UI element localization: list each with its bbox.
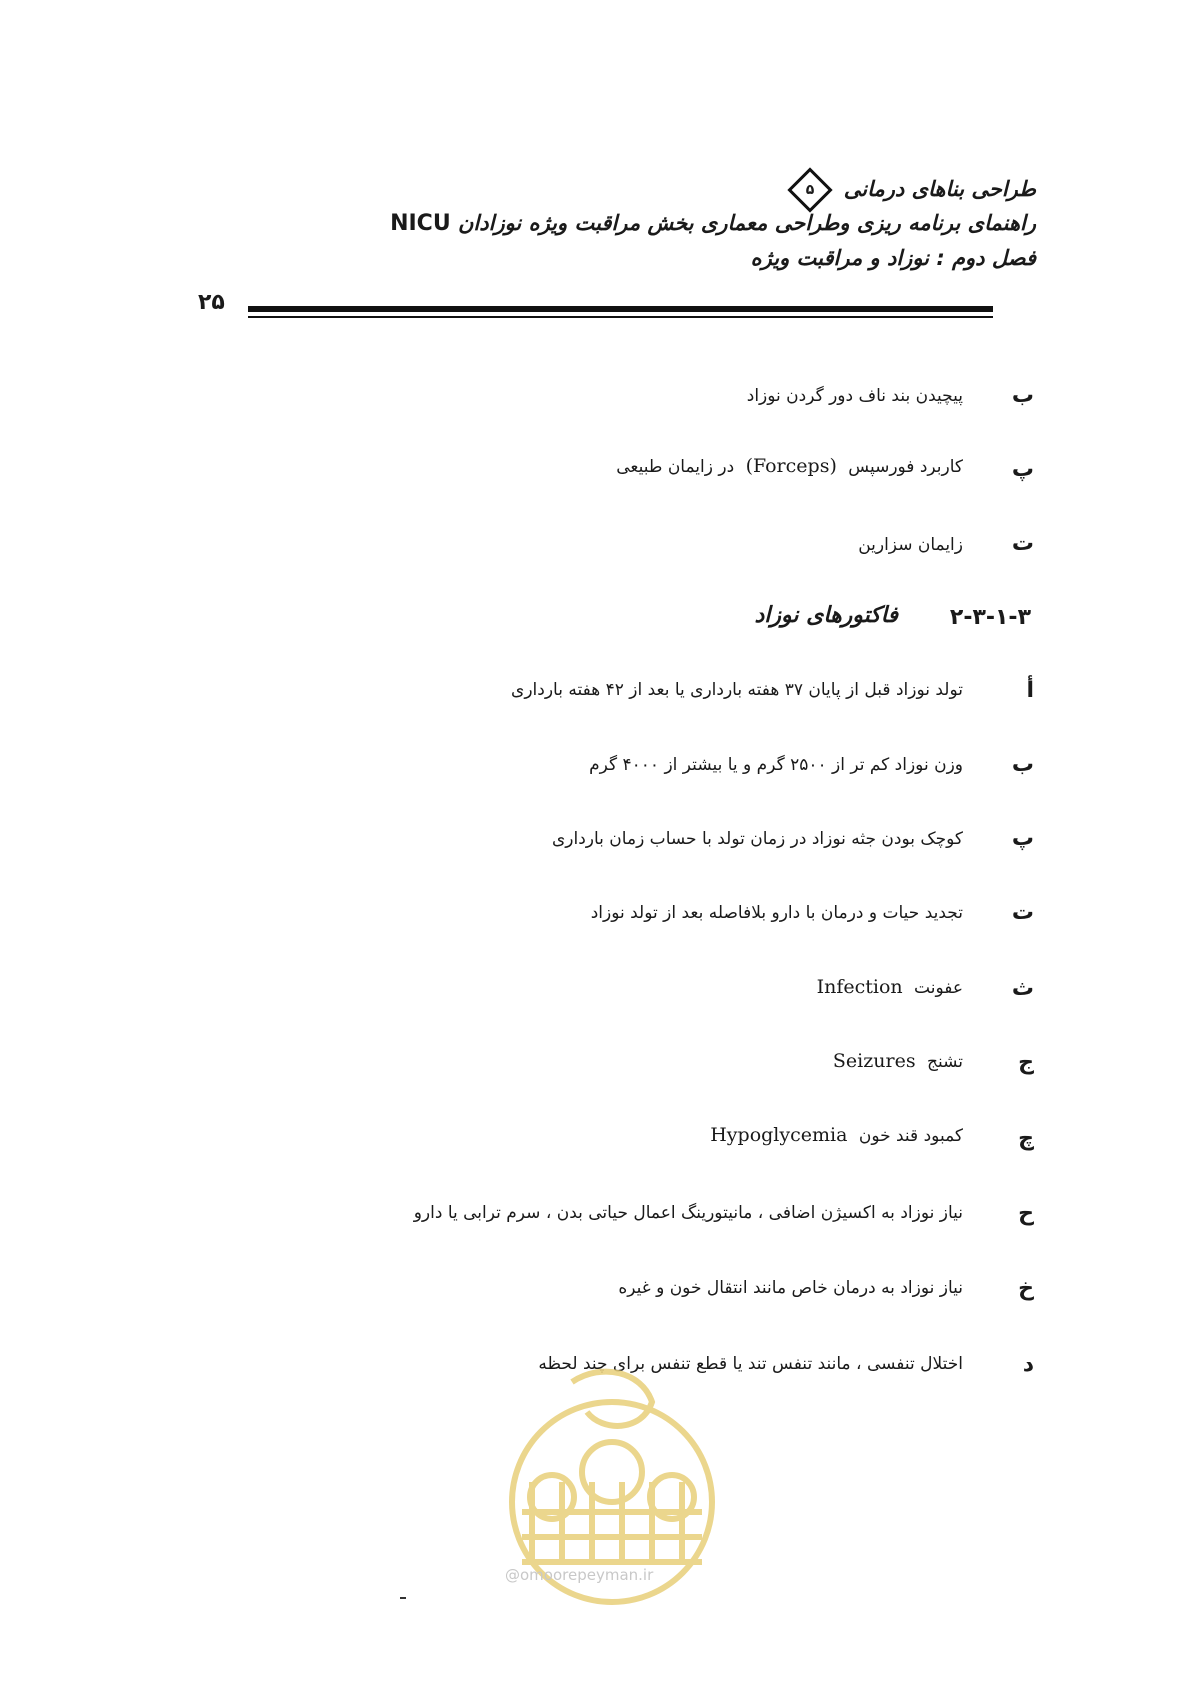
list-item-text: کمبود قند خون: [858, 1126, 963, 1146]
guide-title-acronym: NICU: [390, 211, 451, 236]
list-item-text: در زایمان طبیعی: [616, 457, 735, 477]
scan-speck: [400, 1597, 406, 1599]
section-title: فاکتورهای نوزاد: [754, 603, 898, 628]
list-marker: ت: [1011, 900, 1034, 925]
list-item: [827, 1050, 963, 1072]
header-guide-title: [390, 206, 1036, 241]
list-item-latin: Seizures: [832, 1050, 916, 1072]
header-rule-thin: [248, 316, 993, 318]
list-item: نیاز نوزاد به اکسیژن اضافی ، مانیتورینگ اعمال حیاتی بدن ، سرم ترابی یا دارو: [413, 1203, 963, 1223]
list-marker: ت: [1011, 531, 1034, 556]
list-marker: د: [1022, 1352, 1034, 1377]
volume-number: ۵: [806, 182, 815, 198]
list-item-text: تشنج: [926, 1052, 963, 1072]
list-marker: ج: [1018, 1050, 1034, 1075]
list-item-text: عفونت: [914, 978, 963, 998]
list-item-text: کاربرد فورسپس: [848, 457, 963, 477]
list-item: [616, 455, 963, 477]
page-number: ۲۵: [198, 290, 225, 315]
list-item-latin: Hypoglycemia: [710, 1124, 848, 1146]
list-marker: پ: [1011, 826, 1034, 851]
list-item: تجدید حیات و درمان با دارو بلافاصله بعد از تولد نوزاد: [590, 903, 963, 923]
list-marker: ث: [1011, 976, 1034, 1001]
list-item: وزن نوزاد کم تر از ۲۵۰۰ گرم و یا بیشتر از ۴۰۰۰ گرم: [589, 755, 963, 775]
list-marker: خ: [1018, 1276, 1034, 1301]
header-book-title: [390, 172, 1036, 206]
list-marker: ب: [1011, 383, 1034, 408]
book-title-text: طراحی بناهای درمانی: [843, 177, 1036, 201]
list-item: اختلال تنفسی ، مانند تنفس تند یا قطع تنفس برای چند لحظه: [538, 1354, 963, 1374]
page-header: [390, 172, 1036, 275]
list-item: تولد نوزاد قبل از پایان ۳۷ هفته بارداری یا بعد از ۴۲ هفته بارداری: [511, 680, 963, 700]
list-item-latin: (Forceps): [745, 455, 837, 477]
section-number: ۲-۳-۱-۳: [949, 605, 1031, 630]
list-item-latin: Infection: [816, 976, 903, 998]
list-marker: ب: [1011, 752, 1034, 777]
list-marker: چ: [1018, 1126, 1034, 1151]
list-item: پیچیدن بند ناف دور گردن نوزاد: [746, 386, 963, 406]
list-item: زایمان سزارین: [858, 535, 963, 555]
header-rule-thick: [248, 306, 993, 312]
watermark-url: @omoorepeyman.ir: [505, 1566, 654, 1584]
header-chapter-title: فصل دوم : نوزاد و مراقبت ویژه: [750, 246, 1036, 270]
guide-title-text: راهنمای برنامه ریزی وطراحی معماری بخش مراقبت ویژه نوزادان: [458, 211, 1036, 235]
list-item: [811, 976, 963, 998]
list-item: [704, 1124, 963, 1146]
list-marker: پ: [1011, 457, 1034, 482]
list-marker: ح: [1018, 1201, 1034, 1226]
list-item: نیاز نوزاد به درمان خاص مانند انتقال خون و غیره: [618, 1278, 963, 1298]
list-item: کوچک بودن جثه نوزاد در زمان تولد با حساب زمان بارداری: [551, 829, 963, 849]
list-marker: أ: [1026, 678, 1034, 703]
